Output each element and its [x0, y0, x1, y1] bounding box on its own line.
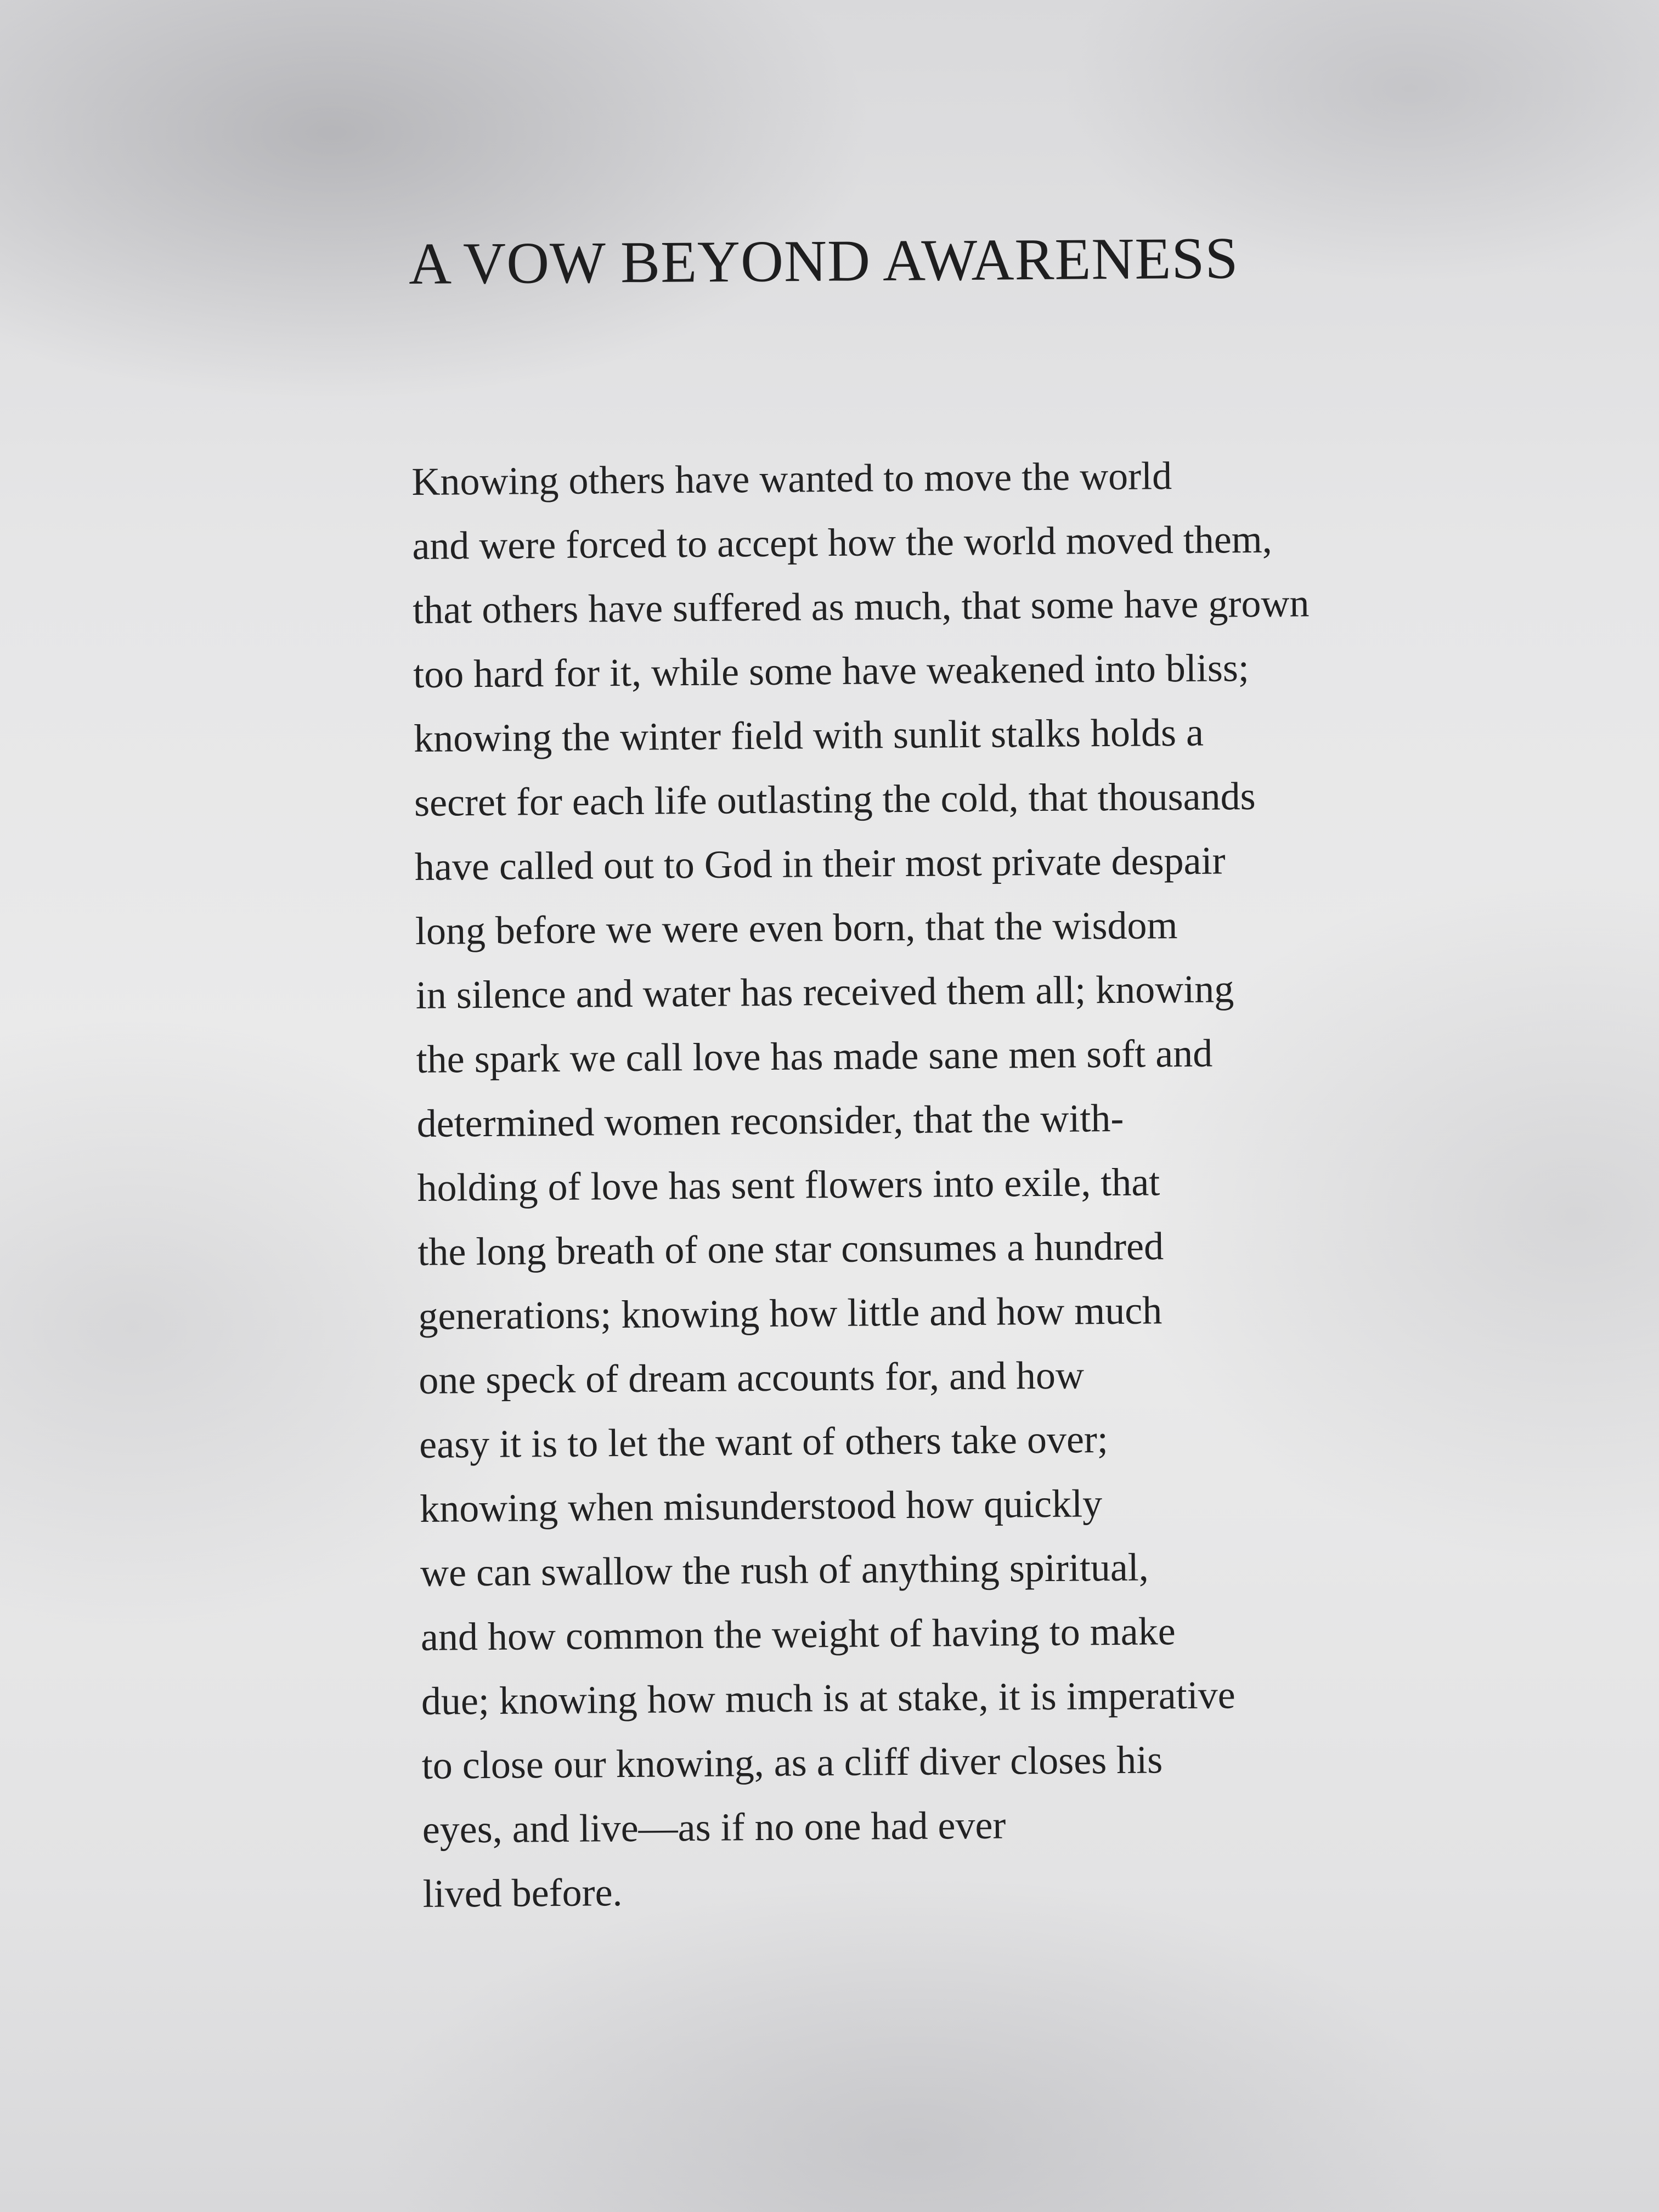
poem-line: lived before. [422, 1870, 623, 1916]
poem-line: eyes, and live—as if no one had ever [422, 1803, 1006, 1852]
poem-line: in silence and water has received them all; knowing [415, 967, 1234, 1017]
poem-line: Knowing others have wanted to move the world [411, 454, 1172, 504]
poem-line: and were forced to accept how the world moved them, [412, 517, 1273, 568]
poem-line: the long breath of one star consumes a hundred [417, 1224, 1164, 1274]
poem-line: have called out to God in their most private despair [414, 838, 1226, 889]
poem-line: that others have suffered as much, that some have grown [412, 581, 1310, 632]
poem-line: to close our knowing, as a cliff diver closes his [421, 1737, 1163, 1787]
poem-line: one speck of dream accounts for, and how [419, 1353, 1085, 1402]
poem-line: knowing when misunderstood how quickly [419, 1481, 1103, 1531]
poem-line: too hard for it, while some have weakened into bliss; [413, 646, 1250, 696]
poem-line: we can swallow the rush of anything spiritual, [420, 1545, 1149, 1595]
poem-line: long before we were even born, that the wisdom [415, 903, 1178, 953]
poem-line: determined women reconsider, that the with- [416, 1096, 1124, 1146]
poem-line: due; knowing how much is at stake, it is imperative [421, 1673, 1235, 1723]
poem-line: and how common the weight of having to make [420, 1609, 1176, 1659]
poem-line: knowing the winter field with sunlit stalks holds a [413, 710, 1204, 760]
poem-line: holding of love has sent flowers into exile, that [417, 1160, 1160, 1210]
poem-line: easy it is to let the want of others take over; [419, 1417, 1109, 1466]
poem-title: A VOW BEYOND AWARENESS [408, 225, 1239, 297]
poem-body [411, 443, 1319, 1926]
poem-line: the spark we call love has made sane men soft and [416, 1031, 1213, 1081]
poem-line: generations; knowing how little and how much [418, 1288, 1163, 1338]
poem-line: secret for each life outlasting the cold, that thousands [414, 774, 1256, 825]
